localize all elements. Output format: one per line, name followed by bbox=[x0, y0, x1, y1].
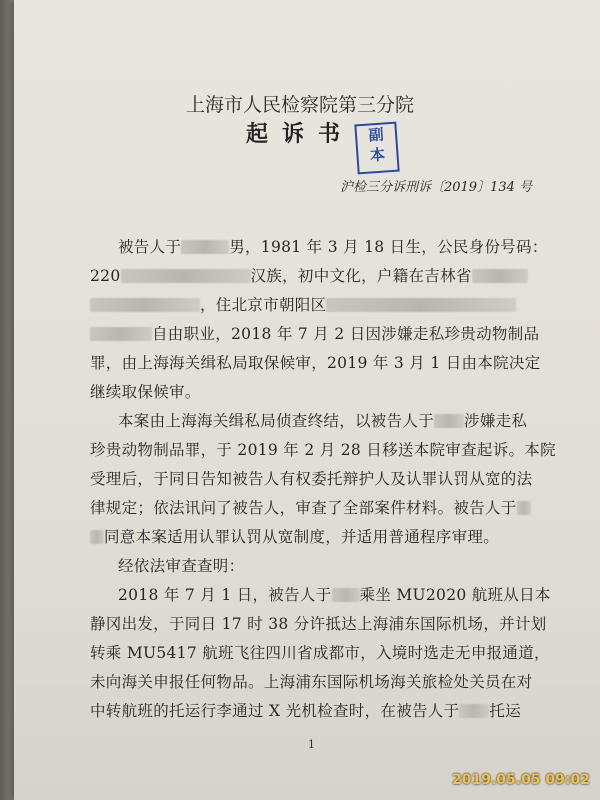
redacted-id bbox=[121, 269, 251, 283]
text-line bbox=[90, 322, 539, 344]
text-segment: 被告人于 bbox=[118, 238, 182, 256]
text-line bbox=[90, 293, 516, 315]
text-line: 经依法审查查明： bbox=[118, 557, 245, 575]
document-number: 沪检三分诉刑诉〔2019〕134 号 bbox=[339, 180, 532, 195]
text-segment: 中转航班的托运行李通过 X 光机检查时，在被告人于 bbox=[90, 702, 460, 720]
text-line bbox=[118, 583, 551, 605]
text-segment: 自由职业，2018 年 7 月 2 日因涉嫌走私珍贵动物制品 bbox=[152, 325, 540, 343]
text-line: 罪，由上海海关缉私局取保候审，2019 年 3 月 1 日由本院决定 bbox=[90, 354, 541, 372]
text-line bbox=[90, 496, 531, 518]
text-segment: 托运 bbox=[489, 702, 521, 720]
redacted-name bbox=[332, 588, 360, 602]
text-line bbox=[90, 699, 521, 721]
procuratorate-name: 上海市人民检察院第三分院 bbox=[185, 94, 414, 116]
text-line: 珍贵动物制品罪，于 2019 年 2 月 28 日移送本院审查起诉。本院 bbox=[90, 441, 556, 459]
text-line: 转乘 MU5417 航班飞往四川省成都市，入境时选走无申报通道， bbox=[90, 644, 550, 662]
redacted-address bbox=[90, 327, 152, 341]
redacted-address bbox=[326, 298, 516, 312]
text-segment: 律规定；依法讯问了被告人，审查了全部案件材料。被告人于 bbox=[90, 499, 517, 517]
text-segment: 涉嫌走私 bbox=[464, 412, 528, 430]
stamp-char-1: 副 bbox=[367, 125, 385, 145]
text-segment: 男，1981 年 3 月 18 日生，公民身份号码： bbox=[229, 238, 548, 256]
document-title: 起诉书 bbox=[245, 121, 354, 147]
text-segment: 同意本案适用认罪认罚从宽制度，并适用普通程序审理。 bbox=[104, 528, 500, 546]
redacted-name bbox=[181, 240, 229, 254]
text-segment: ，住北京市朝阳区 bbox=[200, 296, 327, 314]
redacted-name bbox=[90, 530, 104, 544]
copy-stamp bbox=[354, 122, 399, 175]
redacted-name bbox=[434, 414, 464, 428]
redacted-name bbox=[517, 501, 531, 515]
text-segment: 乘坐 MU2020 航班从日本 bbox=[359, 586, 551, 604]
text-line: 未向海关申报任何物品。上海浦东国际机场海关旅检处关员在对 bbox=[90, 673, 533, 691]
text-segment: 2018 年 7 月 1 日，被告人于 bbox=[118, 586, 332, 604]
redacted-name bbox=[459, 704, 489, 718]
redacted-address bbox=[472, 269, 528, 283]
text-line: 静冈出发，于同日 17 时 38 分许抵达上海浦东国际机场，并计划 bbox=[90, 615, 547, 633]
photo-timestamp: 2019.05.05 09:02 bbox=[451, 772, 590, 788]
page-number: 1 bbox=[308, 738, 315, 751]
text-line bbox=[118, 235, 548, 257]
text-segment: 220 bbox=[90, 267, 121, 285]
text-line bbox=[118, 409, 527, 431]
text-segment: 本案由上海海关缉私局侦查终结，以被告人于 bbox=[118, 412, 435, 430]
text-line bbox=[90, 525, 499, 547]
text-line: 受理后，于同日告知被告人有权委托辩护人及认罪认罚从宽的法 bbox=[90, 470, 533, 488]
redacted-address bbox=[90, 298, 200, 312]
text-line: 继续取保候审。 bbox=[90, 383, 201, 401]
stamp-char-2: 本 bbox=[369, 145, 386, 165]
text-segment: 汉族，初中文化，户籍在吉林省 bbox=[250, 267, 472, 285]
text-line bbox=[90, 264, 528, 286]
